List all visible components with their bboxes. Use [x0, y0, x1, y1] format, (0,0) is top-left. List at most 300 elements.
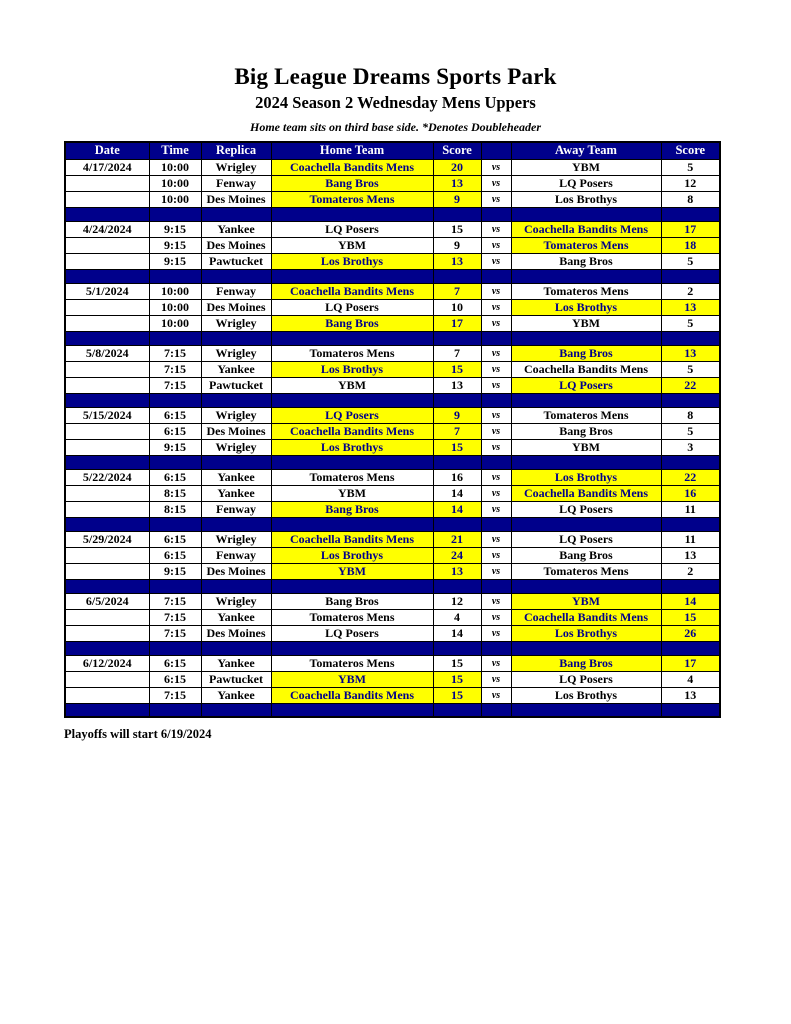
replica-cell: Des Moines	[201, 299, 271, 315]
separator-cell	[433, 393, 481, 407]
replica-cell: Pawtucket	[201, 377, 271, 393]
replica-cell: Des Moines	[201, 237, 271, 253]
replica-cell: Wrigley	[201, 531, 271, 547]
column-header-replica: Replica	[201, 142, 271, 159]
home-score-cell: 9	[433, 191, 481, 207]
separator-cell	[201, 703, 271, 717]
date-cell	[65, 485, 149, 501]
date-cell	[65, 237, 149, 253]
separator-cell	[201, 455, 271, 469]
home-score-cell: 21	[433, 531, 481, 547]
separator-cell	[65, 269, 149, 283]
schedule-table	[64, 141, 721, 718]
vs-label: vs	[481, 159, 511, 175]
time-cell: 6:15	[149, 655, 201, 671]
vs-label: vs	[481, 283, 511, 299]
home-team-cell: Los Brothys	[271, 253, 433, 269]
date-cell	[65, 315, 149, 331]
home-team-cell: Coachella Bandits Mens	[271, 531, 433, 547]
time-cell: 9:15	[149, 253, 201, 269]
game-row	[65, 315, 720, 331]
date-cell	[65, 501, 149, 517]
away-team-cell: Coachella Bandits Mens	[511, 609, 661, 625]
separator-cell	[511, 517, 661, 531]
separator-cell	[661, 641, 720, 655]
away-team-cell: YBM	[511, 593, 661, 609]
time-cell: 10:00	[149, 315, 201, 331]
vs-label: vs	[481, 175, 511, 191]
separator-cell	[433, 703, 481, 717]
separator-cell	[481, 579, 511, 593]
date-cell	[65, 377, 149, 393]
vs-label: vs	[481, 423, 511, 439]
date-cell	[65, 299, 149, 315]
separator-cell	[149, 703, 201, 717]
date-cell	[65, 625, 149, 641]
away-team-cell: YBM	[511, 159, 661, 175]
game-row	[65, 469, 720, 485]
home-team-cell: YBM	[271, 485, 433, 501]
replica-cell: Wrigley	[201, 407, 271, 423]
home-team-cell: Los Brothys	[271, 361, 433, 377]
footer-note: Playoffs will start 6/19/2024	[64, 727, 212, 741]
home-score-cell: 9	[433, 407, 481, 423]
separator-cell	[65, 641, 149, 655]
column-header-home-score: Score	[433, 142, 481, 159]
home-team-cell: YBM	[271, 671, 433, 687]
away-score-cell: 8	[661, 191, 720, 207]
away-score-cell: 5	[661, 159, 720, 175]
date-cell: 5/29/2024	[65, 531, 149, 547]
vs-label: vs	[481, 625, 511, 641]
separator-row	[65, 579, 720, 593]
time-cell: 9:15	[149, 439, 201, 455]
separator-cell	[65, 393, 149, 407]
separator-cell	[149, 269, 201, 283]
date-cell: 5/1/2024	[65, 283, 149, 299]
separator-cell	[271, 517, 433, 531]
separator-row	[65, 703, 720, 717]
time-cell: 10:00	[149, 299, 201, 315]
away-team-cell: Bang Bros	[511, 253, 661, 269]
away-team-cell: Coachella Bandits Mens	[511, 221, 661, 237]
home-team-cell: Tomateros Mens	[271, 469, 433, 485]
home-team-cell: Bang Bros	[271, 593, 433, 609]
home-score-cell: 14	[433, 625, 481, 641]
away-team-cell: Los Brothys	[511, 191, 661, 207]
home-score-cell: 15	[433, 655, 481, 671]
date-cell	[65, 687, 149, 703]
home-score-cell: 24	[433, 547, 481, 563]
page-title: Big League Dreams Sports Park	[234, 64, 557, 89]
vs-label: vs	[481, 593, 511, 609]
separator-cell	[433, 331, 481, 345]
game-row	[65, 563, 720, 579]
home-team-cell: Bang Bros	[271, 315, 433, 331]
time-cell: 9:15	[149, 237, 201, 253]
time-cell: 6:15	[149, 469, 201, 485]
home-team-cell: YBM	[271, 237, 433, 253]
game-row	[65, 547, 720, 563]
away-score-cell: 15	[661, 609, 720, 625]
vs-label: vs	[481, 407, 511, 423]
time-cell: 7:15	[149, 377, 201, 393]
home-score-cell: 15	[433, 439, 481, 455]
replica-cell: Yankee	[201, 655, 271, 671]
separator-row	[65, 641, 720, 655]
game-row	[65, 283, 720, 299]
away-score-cell: 13	[661, 547, 720, 563]
column-header-vs	[481, 142, 511, 159]
home-score-cell: 17	[433, 315, 481, 331]
replica-cell: Pawtucket	[201, 671, 271, 687]
home-score-cell: 13	[433, 253, 481, 269]
separator-cell	[511, 579, 661, 593]
vs-label: vs	[481, 501, 511, 517]
date-cell	[65, 439, 149, 455]
away-score-cell: 22	[661, 377, 720, 393]
home-score-cell: 15	[433, 221, 481, 237]
away-team-cell: Tomateros Mens	[511, 407, 661, 423]
time-cell: 7:15	[149, 609, 201, 625]
away-team-cell: Los Brothys	[511, 687, 661, 703]
away-score-cell: 18	[661, 237, 720, 253]
separator-cell	[149, 455, 201, 469]
home-score-cell: 7	[433, 423, 481, 439]
vs-label: vs	[481, 531, 511, 547]
away-team-cell: Tomateros Mens	[511, 237, 661, 253]
away-score-cell: 2	[661, 283, 720, 299]
vs-label: vs	[481, 221, 511, 237]
home-team-cell: Coachella Bandits Mens	[271, 423, 433, 439]
away-score-cell: 5	[661, 361, 720, 377]
date-cell: 4/24/2024	[65, 221, 149, 237]
game-row	[65, 175, 720, 191]
separator-cell	[661, 393, 720, 407]
date-cell: 4/17/2024	[65, 159, 149, 175]
replica-cell: Fenway	[201, 283, 271, 299]
separator-cell	[201, 641, 271, 655]
vs-label: vs	[481, 655, 511, 671]
vs-label: vs	[481, 377, 511, 393]
home-team-cell: Tomateros Mens	[271, 345, 433, 361]
game-row	[65, 253, 720, 269]
separator-cell	[65, 703, 149, 717]
separator-cell	[201, 269, 271, 283]
game-row	[65, 377, 720, 393]
separator-cell	[149, 641, 201, 655]
separator-cell	[271, 207, 433, 221]
home-team-cell: LQ Posers	[271, 221, 433, 237]
separator-cell	[149, 207, 201, 221]
vs-label: vs	[481, 687, 511, 703]
time-cell: 6:15	[149, 531, 201, 547]
column-header-away-score: Score	[661, 142, 720, 159]
home-team-cell: Bang Bros	[271, 175, 433, 191]
separator-cell	[65, 207, 149, 221]
away-score-cell: 22	[661, 469, 720, 485]
away-score-cell: 13	[661, 687, 720, 703]
separator-cell	[481, 703, 511, 717]
separator-row	[65, 207, 720, 221]
date-cell	[65, 253, 149, 269]
page-subtitle: 2024 Season 2 Wednesday Mens Uppers	[255, 93, 536, 112]
separator-cell	[481, 331, 511, 345]
separator-cell	[661, 207, 720, 221]
away-team-cell: Bang Bros	[511, 345, 661, 361]
separator-cell	[481, 641, 511, 655]
home-score-cell: 15	[433, 671, 481, 687]
date-cell	[65, 175, 149, 191]
separator-row	[65, 455, 720, 469]
date-cell	[65, 423, 149, 439]
vs-label: vs	[481, 671, 511, 687]
separator-cell	[433, 269, 481, 283]
vs-label: vs	[481, 547, 511, 563]
separator-cell	[201, 579, 271, 593]
home-team-cell: YBM	[271, 563, 433, 579]
separator-cell	[149, 579, 201, 593]
separator-cell	[271, 455, 433, 469]
game-row	[65, 345, 720, 361]
away-team-cell: Bang Bros	[511, 423, 661, 439]
away-score-cell: 26	[661, 625, 720, 641]
vs-label: vs	[481, 485, 511, 501]
time-cell: 8:15	[149, 501, 201, 517]
separator-cell	[271, 579, 433, 593]
home-score-cell: 13	[433, 175, 481, 191]
separator-cell	[65, 331, 149, 345]
replica-cell: Yankee	[201, 361, 271, 377]
separator-cell	[201, 331, 271, 345]
separator-cell	[149, 393, 201, 407]
separator-cell	[661, 579, 720, 593]
separator-cell	[433, 207, 481, 221]
home-team-cell: LQ Posers	[271, 407, 433, 423]
separator-cell	[433, 455, 481, 469]
separator-row	[65, 393, 720, 407]
separator-cell	[661, 269, 720, 283]
date-cell: 5/15/2024	[65, 407, 149, 423]
game-row	[65, 485, 720, 501]
home-score-cell: 15	[433, 361, 481, 377]
vs-label: vs	[481, 439, 511, 455]
vs-label: vs	[481, 361, 511, 377]
date-cell: 6/5/2024	[65, 593, 149, 609]
replica-cell: Des Moines	[201, 423, 271, 439]
away-team-cell: LQ Posers	[511, 501, 661, 517]
vs-label: vs	[481, 563, 511, 579]
home-score-cell: 16	[433, 469, 481, 485]
away-team-cell: Tomateros Mens	[511, 563, 661, 579]
separator-cell	[511, 331, 661, 345]
game-row	[65, 609, 720, 625]
replica-cell: Yankee	[201, 485, 271, 501]
time-cell: 10:00	[149, 283, 201, 299]
home-score-cell: 4	[433, 609, 481, 625]
game-row	[65, 423, 720, 439]
separator-row	[65, 269, 720, 283]
home-score-cell: 20	[433, 159, 481, 175]
away-team-cell: LQ Posers	[511, 671, 661, 687]
away-team-cell: Coachella Bandits Mens	[511, 361, 661, 377]
separator-cell	[433, 641, 481, 655]
replica-cell: Fenway	[201, 547, 271, 563]
game-row	[65, 361, 720, 377]
time-cell: 6:15	[149, 407, 201, 423]
separator-cell	[201, 517, 271, 531]
separator-cell	[511, 703, 661, 717]
away-team-cell: Tomateros Mens	[511, 283, 661, 299]
away-team-cell: Coachella Bandits Mens	[511, 485, 661, 501]
replica-cell: Wrigley	[201, 345, 271, 361]
separator-cell	[65, 455, 149, 469]
home-score-cell: 14	[433, 485, 481, 501]
game-row	[65, 407, 720, 423]
time-cell: 10:00	[149, 175, 201, 191]
game-row	[65, 221, 720, 237]
column-header-time: Time	[149, 142, 201, 159]
date-cell	[65, 671, 149, 687]
away-score-cell: 5	[661, 253, 720, 269]
vs-label: vs	[481, 609, 511, 625]
separator-cell	[511, 207, 661, 221]
home-team-cell: Coachella Bandits Mens	[271, 283, 433, 299]
away-score-cell: 5	[661, 315, 720, 331]
away-team-cell: Bang Bros	[511, 655, 661, 671]
separator-cell	[201, 207, 271, 221]
separator-cell	[271, 269, 433, 283]
home-score-cell: 14	[433, 501, 481, 517]
game-row	[65, 299, 720, 315]
time-cell: 10:00	[149, 159, 201, 175]
home-team-cell: Tomateros Mens	[271, 655, 433, 671]
date-cell	[65, 609, 149, 625]
away-team-cell: LQ Posers	[511, 377, 661, 393]
replica-cell: Wrigley	[201, 593, 271, 609]
separator-cell	[201, 393, 271, 407]
separator-cell	[65, 579, 149, 593]
away-score-cell: 3	[661, 439, 720, 455]
time-cell: 7:15	[149, 345, 201, 361]
replica-cell: Yankee	[201, 687, 271, 703]
separator-cell	[661, 455, 720, 469]
date-cell	[65, 547, 149, 563]
game-row	[65, 191, 720, 207]
away-score-cell: 8	[661, 407, 720, 423]
replica-cell: Des Moines	[201, 563, 271, 579]
vs-label: vs	[481, 345, 511, 361]
away-score-cell: 4	[661, 671, 720, 687]
home-team-cell: Los Brothys	[271, 439, 433, 455]
vs-label: vs	[481, 299, 511, 315]
time-cell: 9:15	[149, 221, 201, 237]
time-cell: 10:00	[149, 191, 201, 207]
home-team-cell: Tomateros Mens	[271, 191, 433, 207]
home-team-cell: Tomateros Mens	[271, 609, 433, 625]
header-row	[65, 142, 720, 159]
home-score-cell: 12	[433, 593, 481, 609]
replica-cell: Des Moines	[201, 625, 271, 641]
time-cell: 7:15	[149, 593, 201, 609]
replica-cell: Yankee	[201, 469, 271, 485]
home-team-cell: LQ Posers	[271, 299, 433, 315]
game-row	[65, 159, 720, 175]
away-team-cell: YBM	[511, 315, 661, 331]
time-cell: 6:15	[149, 671, 201, 687]
separator-cell	[511, 641, 661, 655]
game-row	[65, 655, 720, 671]
away-team-cell: LQ Posers	[511, 531, 661, 547]
separator-cell	[481, 455, 511, 469]
time-cell: 9:15	[149, 563, 201, 579]
away-score-cell: 11	[661, 501, 720, 517]
date-cell: 5/22/2024	[65, 469, 149, 485]
home-score-cell: 7	[433, 283, 481, 299]
column-header-date: Date	[65, 142, 149, 159]
separator-cell	[511, 269, 661, 283]
separator-cell	[661, 517, 720, 531]
separator-cell	[511, 393, 661, 407]
separator-cell	[481, 393, 511, 407]
date-cell	[65, 563, 149, 579]
away-score-cell: 13	[661, 299, 720, 315]
home-team-cell: Bang Bros	[271, 501, 433, 517]
separator-cell	[271, 641, 433, 655]
separator-row	[65, 517, 720, 531]
home-team-cell: LQ Posers	[271, 625, 433, 641]
home-score-cell: 13	[433, 377, 481, 393]
separator-cell	[511, 455, 661, 469]
replica-cell: Pawtucket	[201, 253, 271, 269]
date-cell: 5/8/2024	[65, 345, 149, 361]
vs-label: vs	[481, 253, 511, 269]
time-cell: 8:15	[149, 485, 201, 501]
game-row	[65, 671, 720, 687]
away-team-cell: Los Brothys	[511, 469, 661, 485]
time-cell: 7:15	[149, 625, 201, 641]
away-team-cell: YBM	[511, 439, 661, 455]
separator-cell	[65, 517, 149, 531]
home-score-cell: 13	[433, 563, 481, 579]
game-row	[65, 439, 720, 455]
separator-cell	[271, 703, 433, 717]
time-cell: 7:15	[149, 687, 201, 703]
game-row	[65, 625, 720, 641]
column-header-home-team: Home Team	[271, 142, 433, 159]
home-score-cell: 10	[433, 299, 481, 315]
separator-cell	[433, 579, 481, 593]
away-score-cell: 16	[661, 485, 720, 501]
replica-cell: Des Moines	[201, 191, 271, 207]
vs-label: vs	[481, 469, 511, 485]
time-cell: 7:15	[149, 361, 201, 377]
date-cell	[65, 361, 149, 377]
away-score-cell: 17	[661, 655, 720, 671]
home-team-cell: Los Brothys	[271, 547, 433, 563]
replica-cell: Wrigley	[201, 315, 271, 331]
separator-cell	[149, 517, 201, 531]
game-row	[65, 593, 720, 609]
game-row	[65, 237, 720, 253]
home-score-cell: 15	[433, 687, 481, 703]
replica-cell: Wrigley	[201, 439, 271, 455]
separator-cell	[481, 269, 511, 283]
away-score-cell: 12	[661, 175, 720, 191]
separator-cell	[271, 393, 433, 407]
vs-label: vs	[481, 237, 511, 253]
replica-cell: Fenway	[201, 501, 271, 517]
